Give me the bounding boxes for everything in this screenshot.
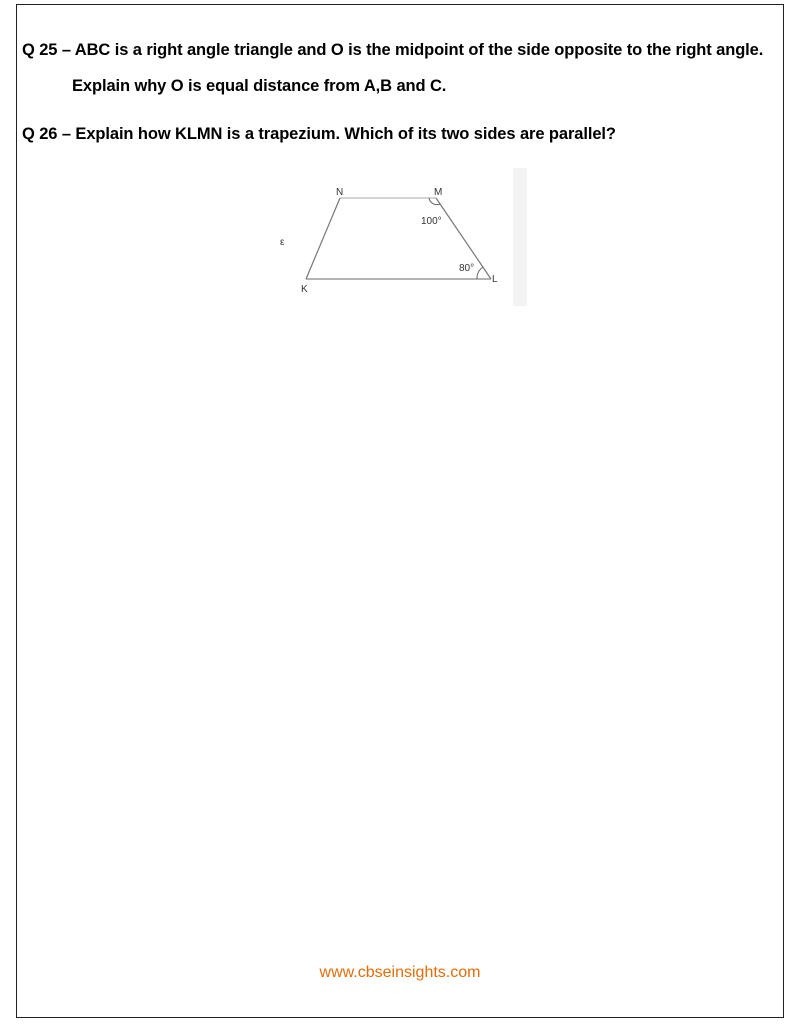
question-26-text: Q 26 – Explain how KLMN is a trapezium. Which of its two sides are parallel? (22, 125, 616, 143)
trapezium-figure (270, 168, 532, 308)
angle-label-m: 100° (421, 216, 442, 227)
footer-website: www.cbseinsights.com (319, 964, 481, 981)
vertex-label-l: L (492, 274, 498, 285)
trapezium-diagram (270, 168, 532, 308)
image-edge-shade (513, 168, 527, 306)
angle-label-l: 80° (459, 263, 475, 274)
question-25-text: Q 25 – ABC is a right angle triangle and O is the midpoint of the side opposite to the right angle. (22, 41, 764, 59)
vertex-label-k: K (301, 284, 308, 295)
side-kn (306, 198, 340, 279)
stray-mark: ε (280, 237, 285, 248)
vertex-label-m: M (434, 187, 443, 198)
page-border (16, 4, 784, 1018)
question-25-continuation: Explain why O is equal distance from A,B and C. (72, 77, 447, 95)
vertex-label-n: N (336, 187, 344, 198)
angle-arc-l (477, 267, 483, 279)
